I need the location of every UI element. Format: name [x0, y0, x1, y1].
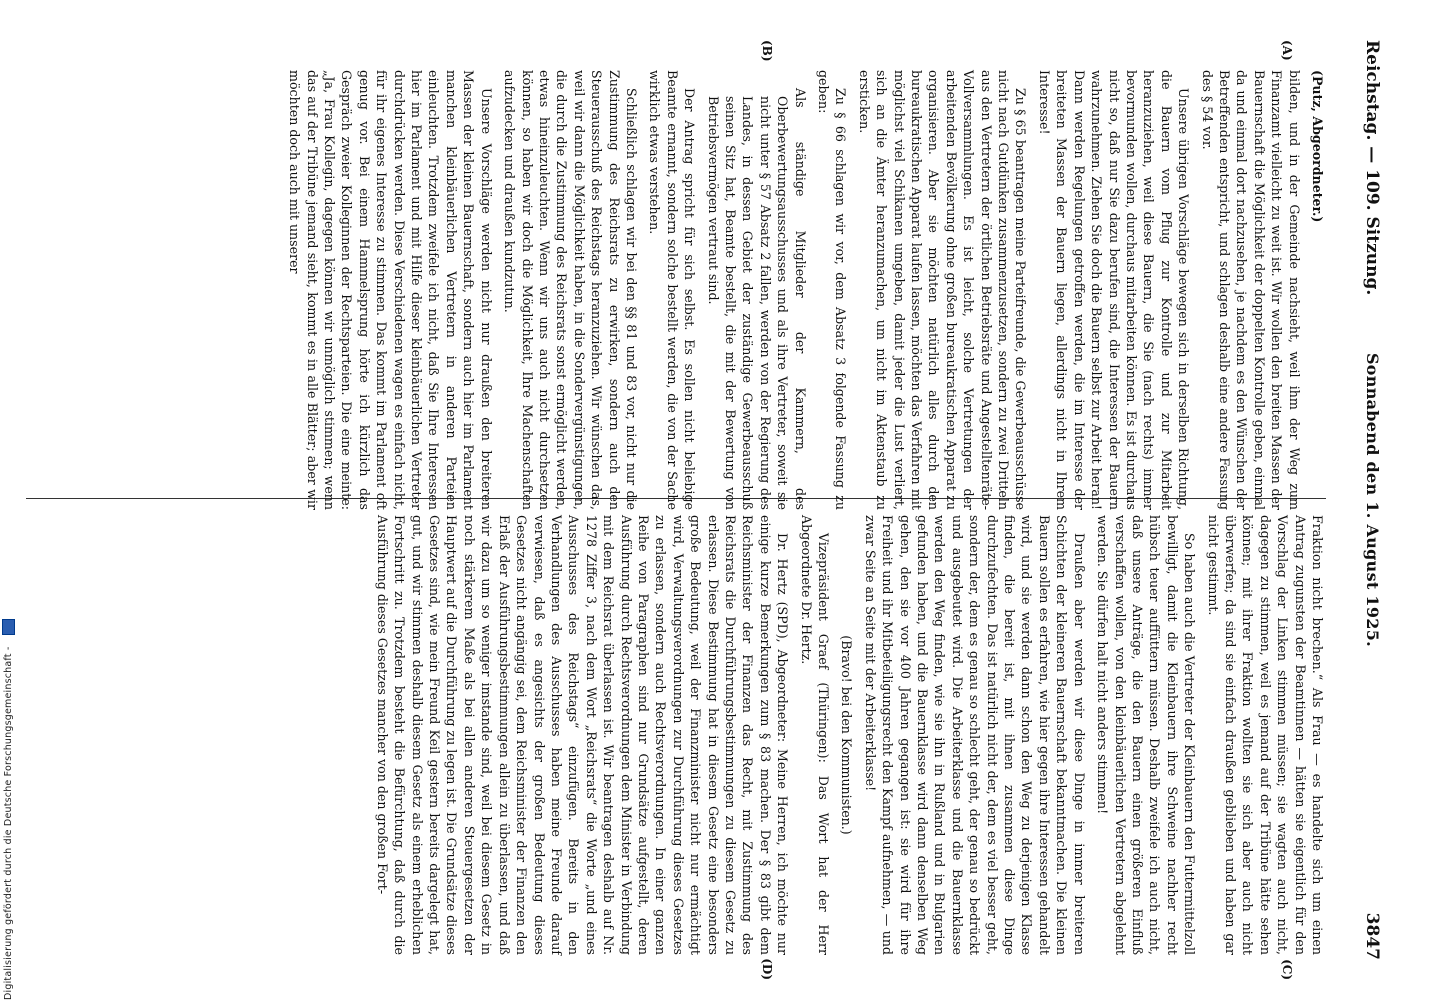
paragraph: Zu § 65 beantragen meine Parteifreunde, die Gewerbeausschüsse nicht nach Gutdünken zusammenzusetzen, sondern zu zwei Dritteln aus den Vertretern der örtlichen Betriebsräte und Angestelltenräte-Vollversammlungen. Es ist leicht, solche Vertretungen der arbeitenden Bevölkerung ohne großen bureaukratischen Apparat zu organisieren. Aber sie möchten natürlich alles durch den bureaukratischen Apparat laufen lassen, möchten das Verfahren mit möglichst viel Schikanen umgeben, damit jeder die Lust verliert, sich an die Ämter heranzumachen, um nicht im Aktenstaub zu ersticken.: [856, 70, 1029, 510]
paragraph: Der Antrag spricht für sich selbst. Es sollen nicht beliebige Beamte ernannt, sondern solche bestellt werden, die von der Sache wirklich etwas verstehen.: [647, 70, 698, 510]
page-header: [1352, 40, 1382, 960]
motion-quote: Als ständige Mitglieder der Kammern, des Oberbewertungsausschusses und als ihre Vertreter, soweit sie nicht unter § 57 Absatz 2 fallen, werden von der Regierung des Landes, in dessen Gebiet der zuständige Gewerbeausschuß seinen Sitz hat, Beamte bestellt, die mit der Bewertung von Betriebsvermögen vertraut sind.: [705, 88, 808, 510]
speaker-label: (Putz, Abgeordneter.): [1310, 70, 1325, 223]
paragraph: Unsere Vorschläge werden nicht nur draußen den breiteren Massen der kleinen Bauernschaft, sondern auch hier im Parlament manchen kleinbäuerlichen Vertretern in anderen Parteien einleuchten. Trotzdem zweifele ich nicht, daß Sie Ihre Interessen hier im Parlament und mit Hilfe dieser kleinbäuerlichen Vertreter durchdrücken werden. Diese Verschiedenen wagen es einfach nicht, für ihr eigenes Interesse zu stimmen. Das kommt im Parlament oft genug vor. Bei einem Hammelsprung hörte ich kürzlich das Gespräch zweier Kolleginnen der Rechtsparteien. Die eine meinte: „Ja, Frau Kollegin, dagegen können wir unmöglich stimmen; wenn das auf der Tribüne jemand sieht, kommt es in alle Blätter; aber wir möchten doch auch mit unserer: [287, 70, 494, 510]
paragraph: Dr. Hertz (SPD), Abgeordneter: Meine Herren, ich möchte nur einige kurze Bemerkungen zum § 83 machen. Der § 83 gibt dem Reichsminister der Finanzen das Recht, mit Zustimmung des Reichsrats die Durchführungsbestimmungen zu diesem Gesetz zu erlassen. Diese Bestimmung hat in diesem Gesetz eine besonders große Bedeutung, weil der Finanzminister nicht nur ermächtigt wird, Verwaltungsverordnungen zur Durchführung dieses Gesetzes zu erlassen, sondern auch Rechtsverordnungen. In einer ganzen Reihe von Paragraphen sind nur Grundsätze aufgestellt, deren Ausführung durch Rechtsverordnungen dem Minister in Verbindung mit dem Reichsrat überlassen ist. Wir beantragen deshalb auf Nr. 1278 Ziffer 3, nach dem Wort „Reichsrats“ die Worte „und eines Ausschusses des Reichstags“ einzufügen. Bereits in den Verhandlungen des Ausschusses haben meine Freunde darauf verwiesen, daß es angesichts der großen Bedeutung dieses Gesetzes nicht angängig sei, dem Reichsminister der Finanzen den Erlaß der Ausführungsbestimmungen allein zu überlassen, und daß wir dazu um so weniger imstande sind, weil bei diesem Gesetz in noch stärkerem Maße als bei allen anderen Steuergesetzen der Hauptwert auf die Durchführung zu legen ist. Die Grundsätze dieses Gesetzes sind, wie mein Freund Keil gestern bereits dargelegt hat, gut, und wir stimmen deshalb diesem Gesetz als einem erheblichen Fortschritt zu. Trotzdem besteht die Befürchtung, daß durch die Ausführung dieses Gesetzes mancher von den großen Fort-: [374, 515, 791, 955]
paragraph: Draußen aber werden wir diese Dinge in immer breiteren Schichten der kleineren Bauernschaft bekanntmachen. Die kleinen Bauern sollen es erfahren, wie hier gegen ihre Interessen gehandelt wird, und sie werden dann schon den Weg zu derjenigen Klasse finden, die bereit ist, mit ihnen zusammen diese Dinge durchzufechten. Das ist natürlich nicht der, dem es viel besser geht, sondern der, dem es genau so schlecht geht, der genau so bedrückt und ausgebeutet wird. Die Arbeiterklasse und die Bauernklasse werden den Weg finden, wie sie ihn in Rußland und in Bulgarien gefunden haben, und die Bauernklasse wird dann denselben Weg gehen, den sie vor 400 Jahren gegangen ist: sie wird für ihre Freiheit und ihr Mitbeteiligungsrecht den Kampf aufnehmen, — und zwar Seite an Seite mit der Arbeiterklasse!: [862, 515, 1087, 955]
chair-announcement: Vizepräsident Graef (Thüringen): Das Wort hat der Herr Abgeordnete Dr. Hertz.: [798, 515, 832, 955]
paragraph: Schließlich schlagen wir bei den §§ 81 und 83 vor, nicht nur die Zustimmung des Reichsrats zu erwirken, sondern auch den Steuerausschuß des Reichstags heranzuziehen. Wir wünschen das, weil wir dann die Möglichkeit haben, in die Sondervergünstigungen, die durch die Zustimmung des Reichsrats sonst ermöglicht werden, etwas hineinzuleuchten. Wenn wir uns auch nicht durchsetzen können, so haben wir doch die Möglichkeit, Ihre Machenschaften aufzudecken und draußen kundzutun.: [502, 70, 639, 510]
paragraph: Unsere übrigen Vorschläge bewegen sich in derselben Richtung, die Bauern vom Pflug zur Kontrolle und zur Mitarbeit heranzuziehen, weil diese Bauern, die Sie (nach rechts) immer bevormunden wollen, durchaus mitarbeiten können. Es ist durchaus nicht so, daß nur Sie dazu berufen sind, die Interessen der Bauern wahrzunehmen. Ziehen Sie doch die Bauern selbst zur Arbeit heran! Dann werden Regelungen getroffen werden, die im Interesse der breiteten Massen der Bauern liegen, allerdings nicht in Ihrem Interesse!: [1036, 70, 1192, 510]
paragraph: So haben auch die Vertreter der Kleinbauern den Futtermittelzoll bewilligt, damit die Kleinbauern ihre Schweine nachher recht hübsch teuer auffüttern müssen. Deshalb zweifele ich auch nicht, daß unsere Anträge, die den Bauern einen größeren Einfluß verschaffen wollen, von den kleinbäuerlichen Vertretern abgelehnt werden. Sie dürfen halt nicht anders stimmen!: [1095, 515, 1198, 955]
dfg-logo-icon: [2, 619, 15, 635]
margin-marker-c: (C): [1280, 959, 1294, 980]
paragraph: bilden, und in der Gemeinde nachsieht, weil ihm der Weg zum Finanzamt vielleicht zu weit ist. Wir wollen den breiten Massen der Bauernschaft die Möglichkeit der doppelten Kontrolle geben, einmal da und einmal dort nachzusehen, je nachdem es den Wünschen der Betreffenden entspricht, und schlagen deshalb eine andere Fassung des § 54 vor.: [1199, 70, 1302, 510]
paragraph: Zu § 66 schlagen wir vor, dem Absatz 3 folgende Fassung zu geben:: [816, 70, 849, 510]
page-number: 3847: [1362, 912, 1382, 960]
margin-marker-b: (B): [760, 40, 774, 62]
text-column-left: [280, 70, 1326, 510]
credit-text: Digitalisierung gefördert durch die Deutsche Forschungsgemeinschaft -: [3, 646, 14, 1000]
applause-note: (Bravo! bei den Kommunisten.): [839, 635, 855, 835]
digitization-credit: [2, 0, 22, 1000]
paragraph: Fraktion nicht brechen.“ Als Frau — es handelte sich um einen Antrag zugunsten der Beamtinnen — hätten sie eigentlich für den Vorschlag der Linken stimmen müssen; sie wagten auch nicht, dagegen zu stimmen, weil es jemand auf der Tribüne hätte sehen können; mit ihrer Fraktion wollten sie sich aber auch nicht überwerfen; da sind sie einfach draußen geblieben und haben gar nicht gestimmt.: [1205, 515, 1325, 955]
margin-marker-a: (A): [1280, 40, 1294, 61]
header-session: Reichstag. — 109. Sitzung.: [1362, 40, 1382, 296]
text-column-right: [367, 515, 1326, 955]
margin-marker-d: (D): [760, 958, 774, 980]
header-date: Sonnabend den 1. August 1925.: [1363, 352, 1382, 648]
